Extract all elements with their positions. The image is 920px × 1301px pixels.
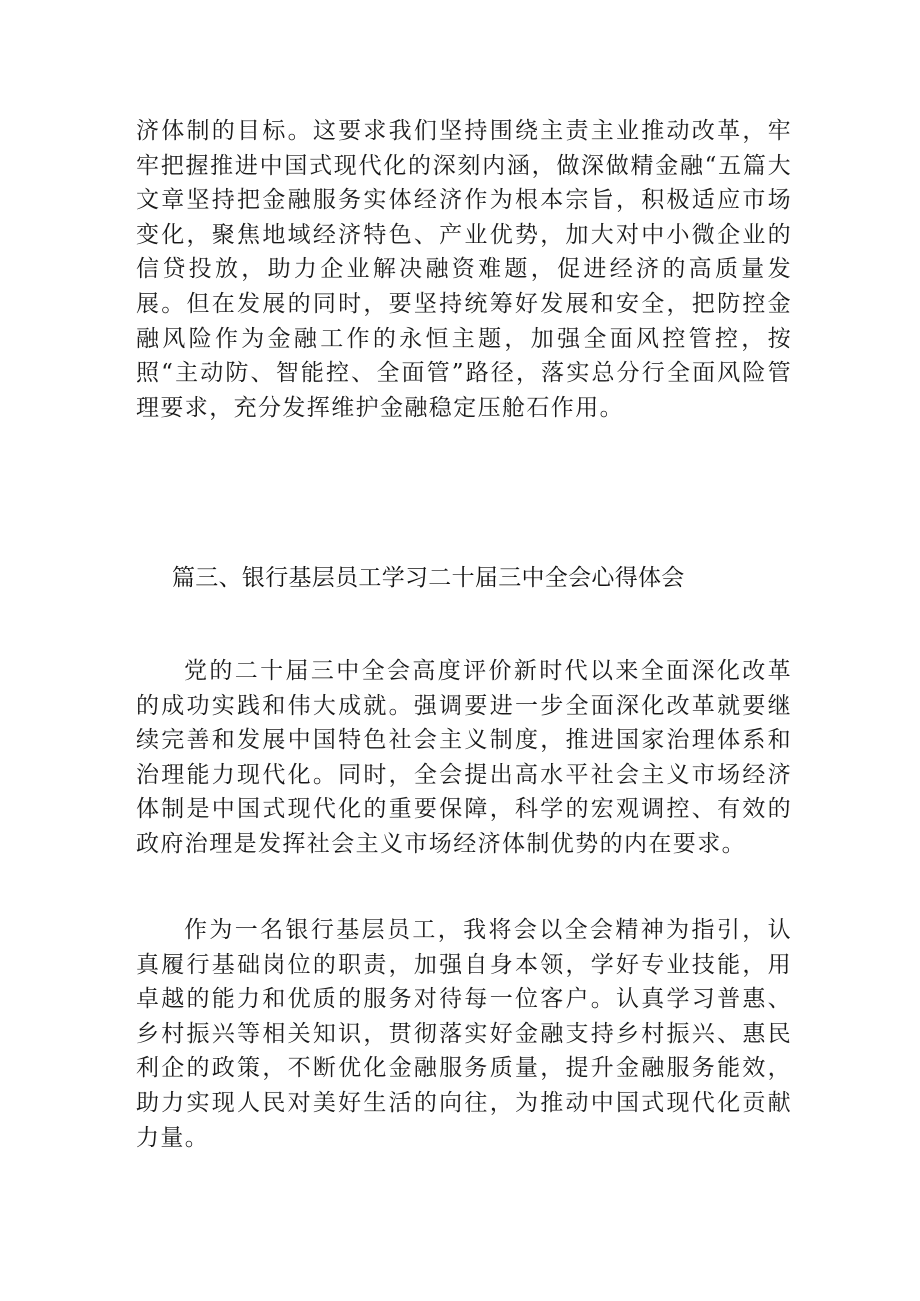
body-paragraph: 作为一名银行基层员工，我将会以全会精神为指引，认真履行基础岗位的职责，加强自身本领，学好专业技能，用卓越的能力和优质的服务对待每一位客户。认真学习普惠、乡村振兴等相关知识，贯彻落实好金融支持乡村振兴、惠民利企的政策，不断优化金融服务质量，提升金融服务能效，助力实现人民对美好生活的向往，为推动中国式现代化贡献力量。	[136, 917, 792, 1151]
body-paragraph: 党的二十届三中全会高度评价新时代以来全面深化改革的成功实践和伟大成就。强调要进一步全面深化改革就要继续完善和发展中国特色社会主义制度，推进国家治理体系和治理能力现代化。同时，全会提出高水平社会主义市场经济体制是中国式现代化的重要保障，科学的宏观调控、有效的政府治理是发挥社会主义市场经济体制优势的内在要求。	[136, 658, 792, 857]
body-paragraph-continuation: 济体制的目标。这要求我们坚持围绕主责主业推动改革，牢牢把握推进中国式现代化的深刻内涵，做深做精金融“五篇大文章坚持把金融服务实体经济作为根本宗旨，积极适应市场变化，聚焦地域经济特色、产业优势，加大对中小微企业的信贷投放，助力企业解决融资难题，促进经济的高质量发展。但在发展的同时，要坚持统筹好发展和安全，把防控金融风险作为金融工作的永恒主题，加强全面风控管控，按照“主动防、智能控、全面管”路径，落实总分行全面风险管理要求，充分发挥维护金融稳定压舱石作用。	[136, 118, 792, 421]
section-heading: 篇三、银行基层员工学习二十届三中全会心得体会	[172, 565, 685, 591]
